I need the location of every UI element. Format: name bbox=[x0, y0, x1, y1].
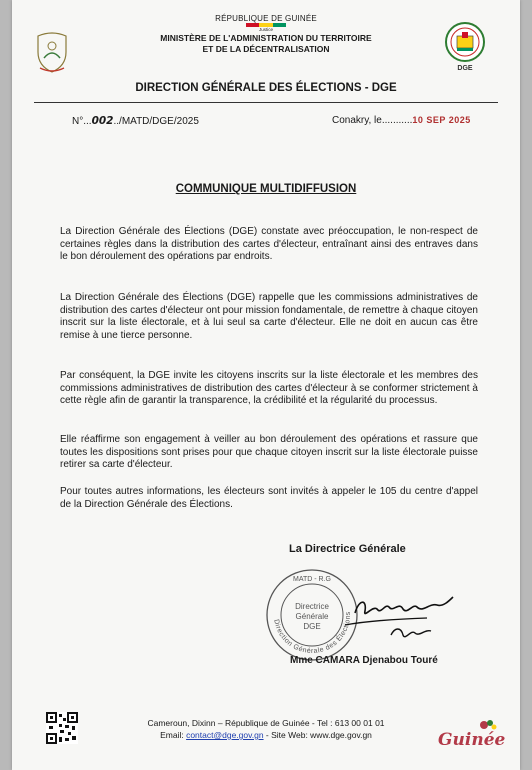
motto: Justice bbox=[258, 27, 273, 32]
guinee-brand-logo bbox=[438, 718, 504, 758]
reference-suffix: ../MATD/DGE/2025 bbox=[113, 116, 199, 127]
reference-handwritten-number: 002 bbox=[91, 115, 114, 127]
footer-address: Cameroun, Dixinn – République de Guinée - Tel : 613 00 01 01 bbox=[147, 718, 385, 728]
paragraph: La Direction Générale des Élections (DGE) constate avec préoccupation, le non-respect de certaines règles dans la distribution des cartes d'électeur, entraînant ainsi des entraves dans le bon déroulement des opérations par endroits. bbox=[60, 226, 478, 262]
guinee-logo-word: Guinée bbox=[438, 730, 506, 750]
handwritten-signature bbox=[337, 585, 457, 645]
date-place: Conakry, le........... bbox=[332, 115, 413, 126]
dge-title: DIRECTION GÉNÉRALE DES ÉLECTIONS - DGE bbox=[135, 82, 397, 94]
stamp-line-3: DGE bbox=[303, 622, 321, 631]
signatory-title: La Directrice Générale bbox=[289, 543, 406, 555]
footer-email-link[interactable]: contact@dge.gov.gn bbox=[186, 730, 264, 740]
dge-logo-icon bbox=[443, 20, 487, 76]
signatory-name: Mme CAMARA Djenabou Touré bbox=[290, 655, 438, 666]
country-name: RÉPUBLIQUE DE GUINÉE bbox=[215, 14, 317, 23]
paragraph: Par conséquent, la DGE invite les citoyens inscrits sur la liste électorale et les membres des commissions administratives de distribution des cartes d'électeur à se conformer strictement à cette règle afin de garantir la transparence, la crédibilité et la régularité du processus. bbox=[60, 370, 478, 406]
ministry-line-2: ET DE LA DÉCENTRALISATION bbox=[202, 44, 330, 54]
dge-logo-text: DGE bbox=[457, 65, 473, 72]
stamp-line-1: Directrice bbox=[295, 602, 329, 611]
stamp-top-text: MATD - R.G bbox=[293, 576, 331, 583]
document-page bbox=[12, 0, 520, 770]
ministry-line-1: MINISTÈRE DE L'ADMINISTRATION DU TERRITOIRE bbox=[160, 33, 372, 43]
date-stamp: 10 SEP 2025 bbox=[412, 115, 471, 125]
stamp-line-2: Générale bbox=[295, 612, 329, 621]
reference-number bbox=[72, 115, 199, 127]
footer-website: - Site Web: www.dge.gov.gn bbox=[265, 730, 372, 740]
paragraph: Pour toutes autres informations, les électeurs sont invités à appeler le 105 du centre d'appel de la Direction Générale des Élections. bbox=[60, 486, 478, 510]
header-divider bbox=[34, 102, 498, 103]
reference-prefix: N°... bbox=[72, 116, 92, 127]
paragraph: La Direction Générale des Élections (DGE) rappelle que les commissions administratives de distribution des cartes d'électeur ont pour mission fondamentale, de remettre à chaque citoyen inscrit sur la liste électorale, et à lui seul sa carte d'électeur. Elle ne doit en aucun cas être remise à une tierce personne. bbox=[60, 292, 478, 341]
stamp-ring-text: Direction Générale des Élections bbox=[272, 611, 353, 656]
footer-email-label: Email: bbox=[160, 730, 184, 740]
communique-title: COMMUNIQUE MULTIDIFFUSION bbox=[175, 183, 357, 195]
paragraph: Elle réaffirme son engagement à veiller au bon déroulement des opérations et rassure que toutes les dispositions sont prises pour que chaque citoyen inscrit sur la liste électorale puisse retirer sa carte d'électeur. bbox=[60, 434, 478, 470]
date-line bbox=[332, 115, 471, 126]
